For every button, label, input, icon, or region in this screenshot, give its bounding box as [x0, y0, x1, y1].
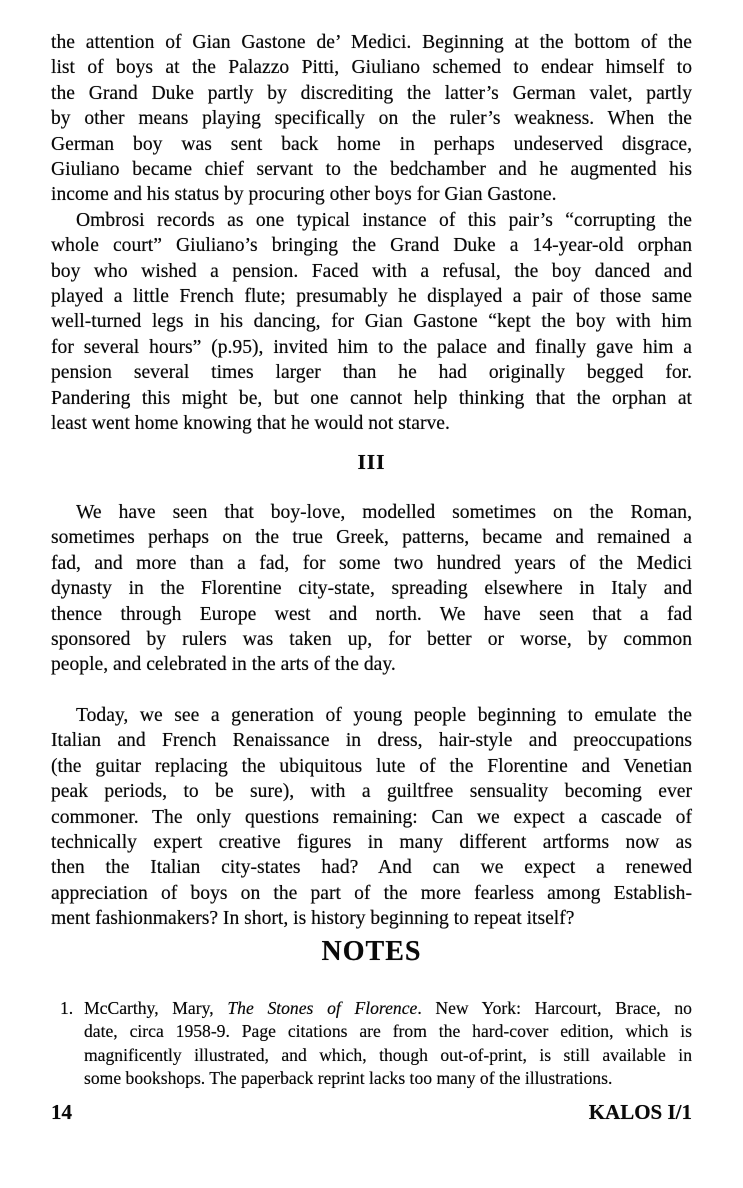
- text-line: (the guitar replacing the ubiquitous lute of the Florentine and Venetian: [51, 755, 692, 777]
- text-line: people, and celebrated in the arts of the day.: [51, 654, 396, 676]
- text-line: peak periods, to be sure), with a guiltfree sensuality becoming ever: [51, 781, 692, 803]
- journal-issue-mark: KALOS I/1: [588, 1100, 692, 1124]
- text-line: by other means playing specifically on the ruler’s weakness. When the: [51, 108, 692, 130]
- text-line: We have seen that boy-love, modelled sometimes on the Roman,: [76, 502, 692, 523]
- citation-publisher: . New York: Harcourt, Brace, no: [417, 998, 692, 1018]
- text-line: income and his status by procuring other boys for Gian Gastone.: [51, 184, 557, 206]
- paragraph-1: [51, 30, 692, 208]
- text-line: technically expert creative figures in many different artforms now as: [51, 832, 692, 854]
- text-line: pension several times larger than he had originally begged for.: [51, 362, 692, 384]
- text-line: [84, 997, 692, 1020]
- text-line: Today, we see a generation of young people beginning to emulate the: [76, 705, 692, 726]
- text-line: sometimes perhaps on the true Greek, patterns, became and remained a: [51, 527, 692, 549]
- text-line: then the Italian city-states had? And can we expect a renewed: [51, 857, 692, 879]
- text-line: fad, and more than a fad, for some two hundred years of the Medici: [51, 552, 692, 574]
- text-line: least went home knowing that he would not starve.: [51, 413, 450, 435]
- text-line: played a little French flute; presumably he displayed a pair of those same: [51, 286, 692, 308]
- section-heading-roman-numeral: III: [357, 450, 386, 474]
- body-text-block-3: [51, 703, 692, 932]
- paragraph-2: [51, 208, 692, 437]
- body-text-block-2: [51, 500, 692, 678]
- text-line: commoner. The only questions remaining: Can we expect a cascade of: [51, 806, 692, 828]
- paragraph-4: [51, 703, 692, 932]
- text-line: Ombrosi records as one typical instance of this pair’s “corrupting the: [76, 209, 692, 231]
- notes-section: [60, 997, 692, 1091]
- text-line: the attention of Gian Gastone de’ Medici. Beginning at the bottom of the: [51, 32, 692, 53]
- text-line: for several hours” (p.95), invited him to the palace and finally gave him a: [51, 336, 692, 358]
- paragraph-3: [51, 500, 692, 678]
- text-line: some bookshops. The paperback reprint lacks too many of the illustrations.: [84, 1068, 613, 1089]
- page-number: 14: [51, 1100, 72, 1124]
- text-line: boy who wished a pension. Faced with a refusal, the boy danced and: [51, 260, 692, 282]
- text-line: thence through Europe west and north. We have seen that a fad: [51, 603, 692, 625]
- text-line: dynasty in the Florentine city-state, spreading elsewhere in Italy and: [51, 578, 692, 600]
- footnote-1: [60, 997, 692, 1091]
- text-line: German boy was sent back home in perhaps undeserved disgrace,: [51, 133, 692, 155]
- text-line: Pandering this might be, but one cannot help thinking that the orphan at: [51, 387, 692, 409]
- text-line: well-turned legs in his dancing, for Gian Gastone “kept the boy with him: [51, 311, 692, 333]
- text-line: magnificently illustrated, and which, though out-of-print, is still available in: [84, 1044, 692, 1065]
- footnote-number: 1.: [60, 998, 74, 1018]
- text-line: Italian and French Renaissance in dress, hair-style and preoccupations: [51, 730, 692, 752]
- text-line: date, circa 1958-9. Page citations are from the hard-cover edition, which is: [84, 1021, 692, 1042]
- text-line: list of boys at the Palazzo Pitti, Giuliano schemed to endear himself to: [51, 57, 692, 79]
- text-line: the Grand Duke partly by discrediting the latter’s German valet, partly: [51, 82, 692, 104]
- text-line: whole court” Giuliano’s bringing the Grand Duke a 14-year-old orphan: [51, 235, 692, 257]
- body-text-block-1: [51, 30, 692, 437]
- text-line: appreciation of boys on the part of the more fearless among Establish-: [51, 882, 692, 904]
- page-footer: [51, 1100, 692, 1125]
- text-line: Giuliano became chief servant to the bedchamber and he augmented his: [51, 159, 692, 181]
- text-line: ment fashionmakers? In short, is history beginning to repeat itself?: [51, 908, 575, 930]
- citation-author: McCarthy, Mary,: [84, 998, 228, 1018]
- text-line: sponsored by rulers was taken up, for better or worse, by common: [51, 629, 692, 651]
- citation-title: The Stones of Florence: [227, 998, 418, 1018]
- notes-heading: NOTES: [321, 936, 422, 967]
